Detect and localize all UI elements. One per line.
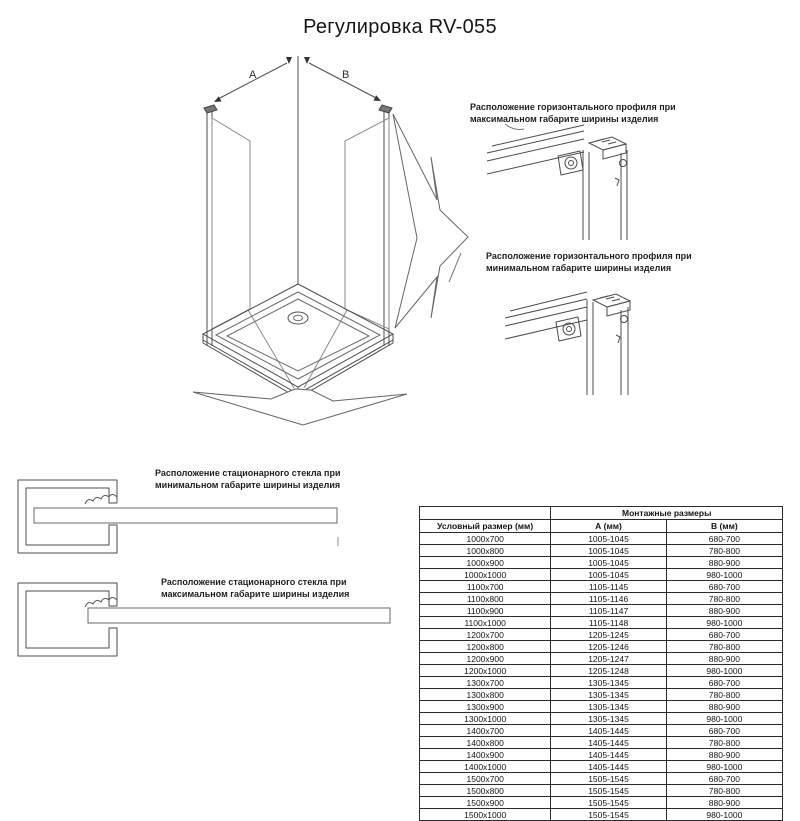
glass-section	[88, 608, 390, 623]
table-cell: 780-800	[666, 641, 782, 653]
table-row	[420, 749, 783, 761]
group-header: Монтажные размеры	[551, 507, 783, 520]
right-wall-profile	[379, 105, 392, 346]
corner-cap	[589, 137, 626, 159]
table-cell: 780-800	[666, 689, 782, 701]
table-row	[420, 581, 783, 593]
screw-head	[621, 316, 628, 323]
table-cell: 1305-1345	[551, 689, 666, 701]
table-cell: 680-700	[666, 533, 782, 545]
table-row	[420, 713, 783, 725]
table-row	[420, 533, 783, 545]
glass-section	[34, 508, 337, 523]
table-row	[420, 761, 783, 773]
table-row	[420, 797, 783, 809]
table-cell: 1300x800	[420, 689, 551, 701]
table-cell: 1100x1000	[420, 617, 551, 629]
table-row	[420, 785, 783, 797]
table-cell: 1405-1445	[551, 737, 666, 749]
table-cell: 980-1000	[666, 569, 782, 581]
table-cell: 980-1000	[666, 617, 782, 629]
table-cell: 1300x1000	[420, 713, 551, 725]
table-cell: 1500x1000	[420, 809, 551, 821]
callout-horizontal-profile-max: Расположение горизонтального профиля при максимальном габарите ширины изделия	[470, 102, 676, 124]
callout-fixed-glass-min: Расположение стационарного стекла при минимальном габарите ширины изделия	[155, 468, 341, 490]
table-cell: 1505-1545	[551, 809, 666, 821]
dimension-b-label: B	[342, 69, 350, 81]
arrow-to-glass-details	[193, 389, 407, 425]
adjustment-plate	[556, 317, 581, 341]
table-cell: 1505-1545	[551, 797, 666, 809]
table-cell: 680-700	[666, 629, 782, 641]
table-cell: 1000x700	[420, 533, 551, 545]
table-row	[420, 737, 783, 749]
hinge-hook	[616, 335, 620, 343]
caption-leader	[449, 253, 461, 282]
table-cell: 1500x700	[420, 773, 551, 785]
left-glass-panel	[212, 118, 250, 329]
table-cell: 1205-1247	[551, 653, 666, 665]
table-row	[420, 773, 783, 785]
table-cell: 1105-1148	[551, 617, 666, 629]
table-row	[420, 653, 783, 665]
table-cell: 780-800	[666, 593, 782, 605]
table-cell: 1005-1045	[551, 545, 666, 557]
col-header-a: А (мм)	[551, 520, 666, 533]
table-cell: 1200x900	[420, 653, 551, 665]
table-cell: 880-900	[666, 797, 782, 809]
table-cell: 1300x900	[420, 701, 551, 713]
hinge-hook	[615, 178, 619, 186]
table-cell: 1005-1045	[551, 569, 666, 581]
table-cell: 980-1000	[666, 665, 782, 677]
drain-inner	[294, 315, 303, 320]
table-row	[420, 617, 783, 629]
table-cell: 980-1000	[666, 761, 782, 773]
table-cell: 1005-1045	[551, 557, 666, 569]
table-row	[420, 545, 783, 557]
table-cell: 1105-1147	[551, 605, 666, 617]
table-row	[420, 557, 783, 569]
table-cell: 1400x700	[420, 725, 551, 737]
table-row	[420, 629, 783, 641]
table-cell: 1105-1145	[551, 581, 666, 593]
drain	[288, 312, 308, 324]
table-cell: 1000x900	[420, 557, 551, 569]
dimension-a-label: A	[249, 69, 257, 81]
table-cell: 1300x700	[420, 677, 551, 689]
page-title: Регулировка RV-055	[303, 16, 497, 38]
right-glass-panel	[345, 118, 389, 329]
detail-profile-min	[449, 253, 630, 395]
table-cell: 1500x800	[420, 785, 551, 797]
left-wall-profile	[204, 105, 217, 346]
empty-header-cell	[420, 507, 551, 520]
col-header-size: Условный размер (мм)	[420, 520, 551, 533]
table-cell: 880-900	[666, 749, 782, 761]
table-cell: 1405-1445	[551, 749, 666, 761]
table-cell: 1305-1345	[551, 713, 666, 725]
callout-fixed-glass-max: Расположение стационарного стекла при максимальном габарите ширины изделия	[161, 577, 350, 599]
table-row	[420, 677, 783, 689]
table-row	[420, 701, 783, 713]
table-cell: 1000x800	[420, 545, 551, 557]
table-body	[420, 533, 783, 821]
table-cell: 1505-1545	[551, 773, 666, 785]
table-cell: 1500x900	[420, 797, 551, 809]
table-row	[420, 593, 783, 605]
table-cell: 1200x800	[420, 641, 551, 653]
table-cell: 1105-1146	[551, 593, 666, 605]
table-cell: 780-800	[666, 737, 782, 749]
shower-tray	[203, 284, 393, 398]
table-cell: 1405-1445	[551, 761, 666, 773]
table-row	[420, 641, 783, 653]
table-cell: 1305-1345	[551, 701, 666, 713]
left-top-bracket	[204, 105, 217, 113]
table-cell: 880-900	[666, 557, 782, 569]
table-cell: 1100x900	[420, 605, 551, 617]
table-cell: 780-800	[666, 785, 782, 797]
table-cell: 1505-1545	[551, 785, 666, 797]
table-cell: 680-700	[666, 581, 782, 593]
table-row	[420, 809, 783, 821]
table-cell: 980-1000	[666, 713, 782, 725]
arrow-to-profile-details	[393, 114, 468, 328]
table-row	[420, 665, 783, 677]
table-cell: 780-800	[666, 545, 782, 557]
table-cell: 680-700	[666, 677, 782, 689]
table-cell: 1000x1000	[420, 569, 551, 581]
table-cell: 880-900	[666, 701, 782, 713]
detail-profile-max	[487, 124, 627, 240]
table-cell: 1205-1245	[551, 629, 666, 641]
table-cell: 1205-1248	[551, 665, 666, 677]
table-cell: 980-1000	[666, 809, 782, 821]
table-cell: 1200x700	[420, 629, 551, 641]
table-cell: 1205-1246	[551, 641, 666, 653]
dimensions-table-wrap	[419, 506, 783, 821]
table-cell: 880-900	[666, 653, 782, 665]
table-cell: 880-900	[666, 605, 782, 617]
table-row	[420, 569, 783, 581]
table-cell: 1400x800	[420, 737, 551, 749]
shower-enclosure-drawing	[203, 56, 393, 398]
table-cell: 1100x800	[420, 593, 551, 605]
table-row	[420, 725, 783, 737]
table-cell: 680-700	[666, 725, 782, 737]
table-cell: 1400x900	[420, 749, 551, 761]
table-cell: 1405-1445	[551, 725, 666, 737]
table-cell: 680-700	[666, 773, 782, 785]
corner-cap	[593, 294, 630, 316]
table-cell: 1305-1345	[551, 677, 666, 689]
col-header-b: В (мм)	[666, 520, 782, 533]
dimensions-table	[419, 506, 783, 821]
table-cell: 1400x1000	[420, 761, 551, 773]
table-cell: 1005-1045	[551, 533, 666, 545]
table-cell: 1200x1000	[420, 665, 551, 677]
callout-horizontal-profile-min: Расположение горизонтального профиля при минимальном габарите ширины изделия	[486, 251, 692, 273]
right-top-bracket	[379, 105, 392, 113]
table-row	[420, 689, 783, 701]
table-row	[420, 605, 783, 617]
table-cell: 1100x700	[420, 581, 551, 593]
